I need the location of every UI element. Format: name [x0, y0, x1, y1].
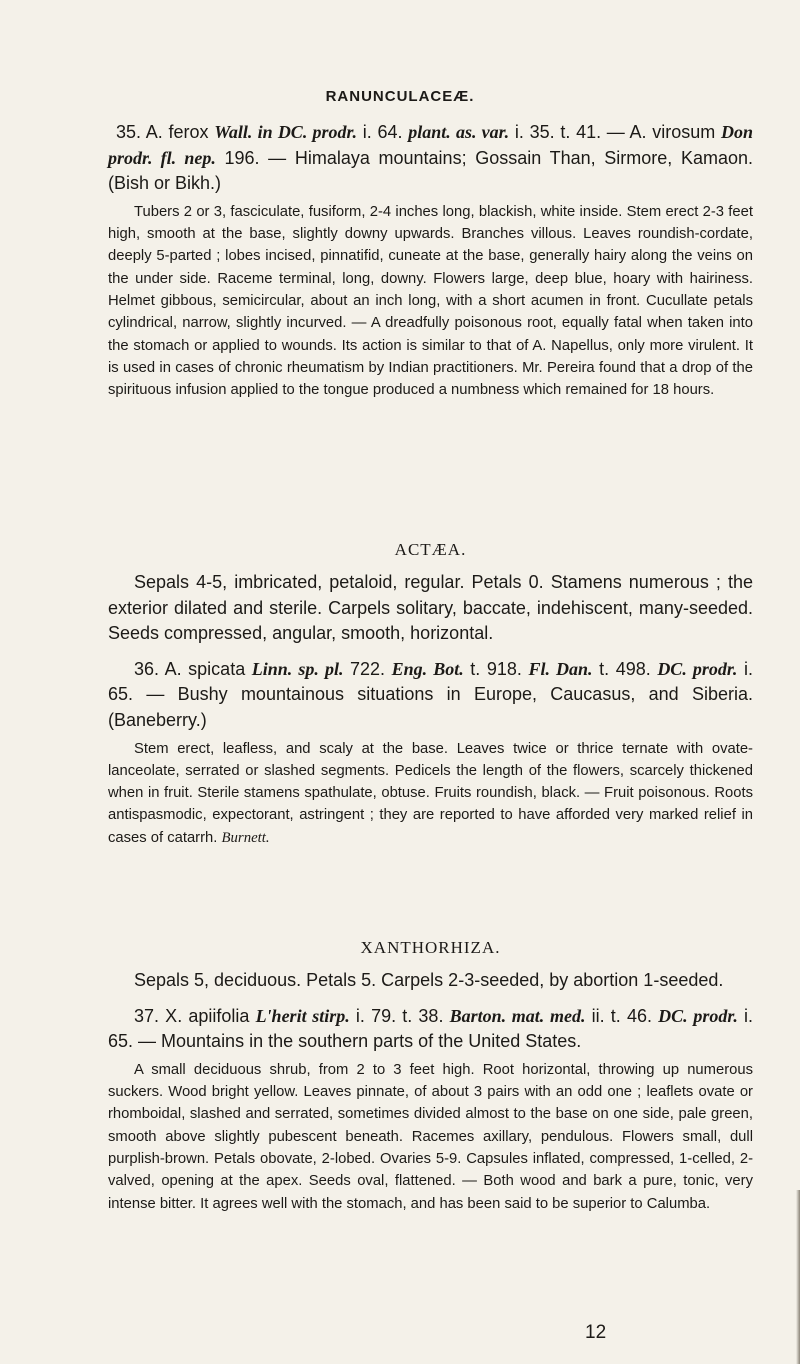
species-entry-35 [108, 120, 753, 401]
genus-xanthorhiza [108, 938, 753, 1215]
entry-heading: 36. A. spicata Linn. sp. pl. 722. Eng. Bot. t. 918. Fl. Dan. t. 498. DC. prodr. i. 65. — Bushy mountainous situations in Europe, Caucasus, and Siberia. (Baneberry.) [108, 658, 753, 730]
genus-characters: Sepals 5, deciduous. Petals 5. Carpels 2-3-seeded, by abortion 1-seeded. [134, 970, 724, 990]
entry-description: Tubers 2 or 3, fasciculate, fusiform, 2-4 inches long, blackish, white inside. Stem erect 2-3 feet high, smooth at the base, slightly downy upwards. Branches villous. Leaves roundish-cordate, deeply 5-parted ; lobes incised, pinnatifid, cuneate at the base, generally hairy along the veins on the under side. Raceme terminal, long, downy. Flowers large, deep blue, hoary with hairiness. Helmet gibbous, semicircular, about an inch long, with a short acumen in front. Cucullate petals cylindrical, narrow, slightly incurved. — A dreadfully poisonous root, equally fatal when taken into the stomach or applied to wounds. Its action is similar to that of A. Napellus, only more virulent. It is used in cases of chronic rheumatism by Indian practitioners. Mr. Pereira found that a drop of the spirituous infusion applied to the tongue produced a numbness which remained for 18 hours. [108, 203, 753, 399]
running-head: RANUNCULACEÆ. [325, 88, 475, 105]
genus-heading: ACTÆA. [394, 540, 467, 559]
genus-characters: Sepals 4-5, imbricated, petaloid, regular. Petals 0. Stamens numerous ; the exterior dilated and sterile. Carpels solitary, baccate, indehiscent, many-seeded. Seeds compressed, angular, smooth, horizontal. [108, 572, 753, 644]
genus-heading: XANTHORHIZA. [360, 938, 501, 957]
entry-heading: 37. X. apiifolia L'herit stirp. i. 79. t. 38. Barton. mat. med. ii. t. 46. DC. prodr. i. 65. — Mountains in the southern parts of the United States. [108, 1005, 754, 1052]
entry-heading: 35. A. ferox Wall. in DC. prodr. i. 64. plant. as. var. i. 35. t. 41. — A. virosum Don prodr. fl. nep. 196. — Himalaya mountains; Gossain Than, Sirmore, Kamaon. (Bish or Bikh.) [108, 122, 753, 194]
genus-actaea [108, 540, 753, 849]
entry-description: A small deciduous shrub, from 2 to 3 feet high. Root horizontal, throwing up numerous suckers. Wood bright yellow. Leaves pinnate, of about 3 pairs with an odd one ; leaflets ovate or rhomboidal, slashed and serrated, sometimes divided almost to the base on one side, pale green, smooth above slightly pubescent beneath. Racemes axillary, pendulous. Flowers small, dull purplish-brown. Petals obovate, 2-lobed. Ovaries 5-9. Capsules inflated, compressed, 1-celled, 2-valved, opening at the apex. Seeds oval, flattened. — Both wood and bark a pure, tonic, very intense bitter. It agrees well with the stomach, and has been said to be superior to Calumba. [108, 1061, 753, 1212]
page-number: 12 [585, 1322, 607, 1343]
page-edge-shadow [796, 1190, 800, 1364]
entry-description: Stem erect, leafless, and scaly at the base. Leaves twice or thrice ternate with ovate-lanceolate, serrated or slashed segments. Pedicels the length of the flowers, scarcely thickened when in fruit. Sterile stamens spathulate, obtuse. Fruits roundish, black. — Fruit poisonous. Roots antispasmodic, expectorant, astringent ; they are reported to have afforded very marked relief in cases of catarrh. Burnett. [108, 740, 753, 846]
